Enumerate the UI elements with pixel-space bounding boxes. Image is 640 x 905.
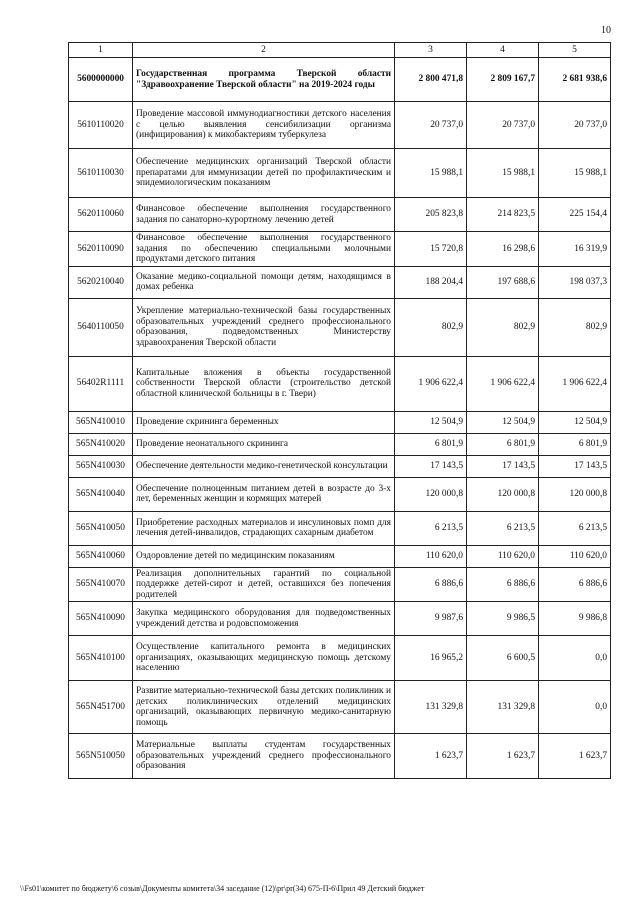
table-row xyxy=(69,636,611,681)
row-description: Развитие материально-технической базы детских поликлиник и детских поликлинических отделений медицинских организаций, оказывающих первичную медико-санитарную помощь xyxy=(133,681,395,734)
row-description: Финансовое обеспечение выполнения государственного задания по санаторно-курортному лечению детей xyxy=(133,198,395,232)
row-value-col3: 205 823,8 xyxy=(395,198,467,232)
row-code: 56402R1111 xyxy=(69,356,133,411)
row-description: Закупка медицинского оборудования для подведомственных учреждений детства и родовспоможения xyxy=(133,602,395,636)
row-value-col3: 12 504,9 xyxy=(395,411,467,433)
row-value-col5: 2 681 938,6 xyxy=(539,58,611,102)
table-row xyxy=(69,734,611,779)
row-value-col5: 17 143,5 xyxy=(539,455,611,477)
row-value-col4: 1 623,7 xyxy=(467,734,539,779)
row-value-col5: 198 037,3 xyxy=(539,266,611,298)
row-value-col4: 6 600,5 xyxy=(467,636,539,681)
row-description: Оздоровление детей по медицинским показаниям xyxy=(133,545,395,567)
row-value-col5: 120 000,8 xyxy=(539,477,611,511)
table-row xyxy=(69,356,611,411)
table-row xyxy=(69,102,611,149)
row-description: Обеспечение деятельности медико-генетической консультации xyxy=(133,455,395,477)
row-value-col3: 1 623,7 xyxy=(395,734,467,779)
row-code: 5610110030 xyxy=(69,149,133,198)
row-code: 5600000000 xyxy=(69,58,133,102)
table-row xyxy=(69,545,611,567)
table-row xyxy=(69,455,611,477)
row-value-col3: 15 988,1 xyxy=(395,149,467,198)
row-value-col3: 15 720,8 xyxy=(395,232,467,267)
row-value-col5: 12 504,9 xyxy=(539,411,611,433)
row-code: 565N410020 xyxy=(69,433,133,455)
column-header: 3 xyxy=(395,43,467,58)
row-value-col4: 802,9 xyxy=(467,298,539,356)
row-description: Укрепление материально-технической базы государственных образовательных учреждений среднего профессионального образования, подведомственных Министерству здравоохранения Тверской области xyxy=(133,298,395,356)
table-row xyxy=(69,58,611,102)
row-code: 565N410010 xyxy=(69,411,133,433)
row-description: Государственная программа Тверской области "Здравоохранение Тверской области" на 2019-2024 годы xyxy=(133,58,395,102)
row-description: Финансовое обеспечение выполнения государственного задания по обеспечению специальными молочными продуктами детского питания xyxy=(133,232,395,267)
table-row xyxy=(69,681,611,734)
row-value-col5: 9 986,8 xyxy=(539,602,611,636)
row-value-col3: 16 965,2 xyxy=(395,636,467,681)
row-value-col3: 6 801,9 xyxy=(395,433,467,455)
row-value-col4: 6 886,6 xyxy=(467,567,539,602)
table-row xyxy=(69,411,611,433)
row-value-col5: 802,9 xyxy=(539,298,611,356)
row-value-col4: 214 823,5 xyxy=(467,198,539,232)
row-value-col4: 120 000,8 xyxy=(467,477,539,511)
row-code: 565N410050 xyxy=(69,511,133,545)
row-value-col5: 1 623,7 xyxy=(539,734,611,779)
row-description: Оказание медико-социальной помощи детям, находящимся в домах ребенка xyxy=(133,266,395,298)
row-value-col3: 110 620,0 xyxy=(395,545,467,567)
row-value-col4: 197 688,6 xyxy=(467,266,539,298)
row-value-col5: 225 154,4 xyxy=(539,198,611,232)
row-value-col4: 15 988,1 xyxy=(467,149,539,198)
row-value-col4: 16 298,6 xyxy=(467,232,539,267)
table-row xyxy=(69,232,611,267)
row-value-col4: 12 504,9 xyxy=(467,411,539,433)
row-code: 565N410030 xyxy=(69,455,133,477)
row-value-col5: 15 988,1 xyxy=(539,149,611,198)
row-value-col4: 6 213,5 xyxy=(467,511,539,545)
row-value-col5: 16 319,9 xyxy=(539,232,611,267)
row-value-col4: 131 329,8 xyxy=(467,681,539,734)
row-value-col3: 131 329,8 xyxy=(395,681,467,734)
table-row xyxy=(69,477,611,511)
table-header-row xyxy=(69,43,611,58)
row-code: 5620110060 xyxy=(69,198,133,232)
row-value-col4: 2 809 167,7 xyxy=(467,58,539,102)
table-row xyxy=(69,433,611,455)
row-value-col4: 1 906 622,4 xyxy=(467,356,539,411)
table-row xyxy=(69,602,611,636)
row-description: Обеспечение полноценным питанием детей в возрасте до 3-х лет, беременных женщин и кормящих матерей xyxy=(133,477,395,511)
table-row xyxy=(69,198,611,232)
row-code: 5640110050 xyxy=(69,298,133,356)
page-number: 10 xyxy=(601,25,611,36)
row-value-col3: 1 906 622,4 xyxy=(395,356,467,411)
row-value-col3: 17 143,5 xyxy=(395,455,467,477)
row-code: 565N410090 xyxy=(69,602,133,636)
column-header: 5 xyxy=(539,43,611,58)
row-value-col5: 20 737,0 xyxy=(539,102,611,149)
row-code: 565N410040 xyxy=(69,477,133,511)
row-description: Осуществление капитального ремонта в медицинских организациях, оказывающих медицинскую помощь детскому населению xyxy=(133,636,395,681)
row-description: Обеспечение медицинских организаций Тверской области препаратами для иммунизации детей по профилактическим и эпидемиологическим показаниям xyxy=(133,149,395,198)
table-row xyxy=(69,511,611,545)
row-code: 5620210040 xyxy=(69,266,133,298)
row-value-col5: 6 801,9 xyxy=(539,433,611,455)
row-code: 565N410060 xyxy=(69,545,133,567)
row-value-col5: 0,0 xyxy=(539,681,611,734)
row-value-col3: 6 886,6 xyxy=(395,567,467,602)
row-value-col3: 20 737,0 xyxy=(395,102,467,149)
row-value-col5: 6 213,5 xyxy=(539,511,611,545)
row-value-col5: 6 886,6 xyxy=(539,567,611,602)
row-description: Реализация дополнительных гарантий по социальной поддержке детей-сирот и детей, оставшихся без попечения родителей xyxy=(133,567,395,602)
row-code: 5620110090 xyxy=(69,232,133,267)
table-row xyxy=(69,266,611,298)
row-value-col5: 0,0 xyxy=(539,636,611,681)
table-row xyxy=(69,298,611,356)
row-code: 565N510050 xyxy=(69,734,133,779)
row-code: 565N410100 xyxy=(69,636,133,681)
row-value-col4: 20 737,0 xyxy=(467,102,539,149)
row-description: Проведение скрининга беременных xyxy=(133,411,395,433)
row-code: 565N410070 xyxy=(69,567,133,602)
table-row xyxy=(69,567,611,602)
row-code: 565N451700 xyxy=(69,681,133,734)
row-value-col4: 9 986,5 xyxy=(467,602,539,636)
column-header: 4 xyxy=(467,43,539,58)
column-header: 2 xyxy=(133,43,395,58)
row-code: 5610110020 xyxy=(69,102,133,149)
row-value-col5: 1 906 622,4 xyxy=(539,356,611,411)
row-value-col4: 17 143,5 xyxy=(467,455,539,477)
row-value-col3: 9 987,6 xyxy=(395,602,467,636)
column-header: 1 xyxy=(69,43,133,58)
row-description: Проведение неонатального скрининга xyxy=(133,433,395,455)
row-description: Приобретение расходных материалов и инсулиновых помп для лечения детей-инвалидов, страдающих сахарным диабетом xyxy=(133,511,395,545)
row-value-col3: 6 213,5 xyxy=(395,511,467,545)
row-value-col3: 188 204,4 xyxy=(395,266,467,298)
row-description: Материальные выплаты студентам государственных образовательных учреждений среднего профессионального образования xyxy=(133,734,395,779)
row-value-col4: 6 801,9 xyxy=(467,433,539,455)
table-row xyxy=(69,149,611,198)
footer-file-path: \\Fs01\комитет по бюджету\6 созыв\Документы комитета\34 заседание (12)\pr\pr(34) 675-П-6\Прил 49 Детский бюджет xyxy=(20,884,425,893)
budget-table xyxy=(68,42,611,779)
row-value-col3: 802,9 xyxy=(395,298,467,356)
row-value-col3: 120 000,8 xyxy=(395,477,467,511)
row-description: Проведение массовой иммунодиагностики детского населения с целью выявления сенсибилизации организма (инфицирования) к микобактериям туберкулеза xyxy=(133,102,395,149)
row-value-col3: 2 800 471,8 xyxy=(395,58,467,102)
row-value-col5: 110 620,0 xyxy=(539,545,611,567)
row-value-col4: 110 620,0 xyxy=(467,545,539,567)
row-description: Капитальные вложения в объекты государственной собственности Тверской области (строительство детской областной клинической больницы в г. Твери) xyxy=(133,356,395,411)
